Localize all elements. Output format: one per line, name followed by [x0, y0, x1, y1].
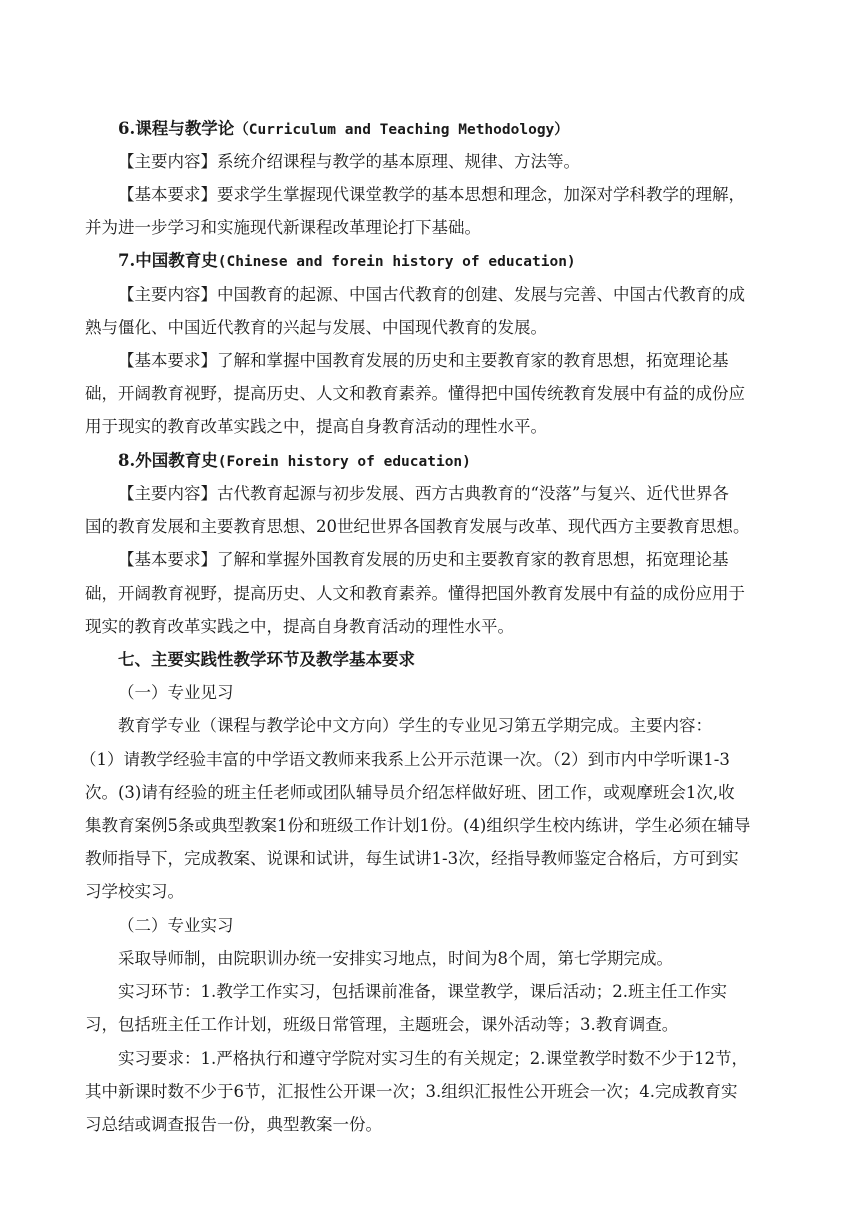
section-8-heading-en: (Forein history of education): [217, 454, 471, 470]
paragraph-4-line-2: 其中新课时数不少于6节，汇报性公开课一次；3.组织汇报性公开班会一次；4.完成教育实: [85, 1082, 738, 1101]
paragraph-1-line-6: 习学校实习。: [85, 882, 184, 901]
section-8-requirement-line-2: 础，开阔教育视野，提高历史、人文和教育素养。懂得把国外教育发展中有益的成份应用于: [85, 584, 745, 603]
section-7-heading: [118, 249, 576, 274]
section-6-heading-en: （Curriculum and Teaching Methodology）: [234, 122, 569, 138]
section-6-content: 【主要内容】系统介绍课程与教学的基本原理、规律、方法等。: [118, 152, 580, 171]
section-6-requirement-line-1: 【基本要求】要求学生掌握现代课堂教学的基本思想和理念，加深对学科教学的理解，: [118, 185, 745, 204]
paragraph-3-line-1: 实习环节：1.教学工作实习，包括课前准备，课堂教学，课后活动；2.班主任工作实: [118, 982, 727, 1001]
section-8-content-line-1: 【主要内容】古代教育起源与初步发展、西方古典教育的“没落”与复兴、近代世界各: [118, 484, 729, 503]
section-6-heading: [118, 117, 569, 142]
paragraph-4-line-1: 实习要求：1.严格执行和遵守学院对实习生的有关规定；2.课堂教学时数不少于12节，: [118, 1049, 748, 1068]
paragraph-1-line-3: 次。(3)请有经验的班主任老师或团队辅导员介绍怎样做好班、团工作，或观摩班会1次,收: [85, 783, 735, 802]
section-7-heading-cn: 7.中国教育史: [118, 251, 218, 270]
paragraph-1-line-2: （1）请教学经验丰富的中学语文教师来我系上公开示范课一次。（2）到市内中学听课1-3: [80, 750, 730, 769]
section-8-content-line-2: 国的教育发展和主要教育思想、20世纪世界各国教育发展与改革、现代西方主要教育思想。: [85, 517, 750, 536]
paragraph-1-line-1: 教育学专业（课程与教学论中文方向）学生的专业见习第五学期完成。主要内容：: [118, 716, 712, 735]
paragraph-1-line-4: 集教育案例5条或典型教案1份和班级工作计划1份。(4)组织学生校内练讲，学生必须在辅导: [85, 816, 751, 835]
section-7-requirement-line-2: 础，开阔教育视野，提高历史、人文和教育素养。懂得把中国传统教育发展中有益的成份应: [85, 384, 745, 403]
section-8-requirement-line-3: 现实的教育改革实践之中，提高自身教育活动的理性水平。: [85, 617, 514, 636]
chapter-7-heading: 七、主要实践性教学环节及教学基本要求: [118, 650, 415, 669]
subsection-internship-observation: （一）专业见习: [118, 683, 234, 702]
section-8-heading: [118, 449, 471, 474]
subsection-internship-practice: （二）专业实习: [118, 916, 234, 935]
section-7-requirement-line-3: 用于现实的教育改革实践之中，提高自身教育活动的理性水平。: [85, 417, 547, 436]
paragraph-1-line-5: 教师指导下，完成教案、说课和试讲，每生试讲1-3次，经指导教师鉴定合格后，方可到实: [85, 849, 739, 868]
section-6-heading-cn: 6.课程与教学论: [118, 119, 235, 138]
paragraph-4-line-3: 习总结或调查报告一份，典型教案一份。: [85, 1115, 382, 1134]
section-7-heading-en: (Chinese and forein history of education): [217, 254, 576, 270]
section-7-content-line-2: 熟与僵化、中国近代教育的兴起与发展、中国现代教育的发展。: [85, 318, 547, 337]
section-7-content-line-1: 【主要内容】中国教育的起源、中国古代教育的创建、发展与完善、中国古代教育的成: [118, 285, 745, 304]
section-8-requirement-line-1: 【基本要求】了解和掌握外国教育发展的历史和主要教育家的教育思想，拓宽理论基: [118, 550, 729, 569]
paragraph-2: 采取导师制，由院职训办统一安排实习地点，时间为8个周，第七学期完成。: [118, 949, 673, 968]
paragraph-3-line-2: 习，包括班主任工作计划，班级日常管理，主题班会，课外活动等；3.教育调查。: [85, 1015, 679, 1034]
section-8-heading-cn: 8.外国教育史: [118, 451, 218, 470]
section-6-requirement-line-2: 并为进一步学习和实施现代新课程改革理论打下基础。: [85, 218, 481, 237]
section-7-requirement-line-1: 【基本要求】了解和掌握中国教育发展的历史和主要教育家的教育思想，拓宽理论基: [118, 351, 729, 370]
